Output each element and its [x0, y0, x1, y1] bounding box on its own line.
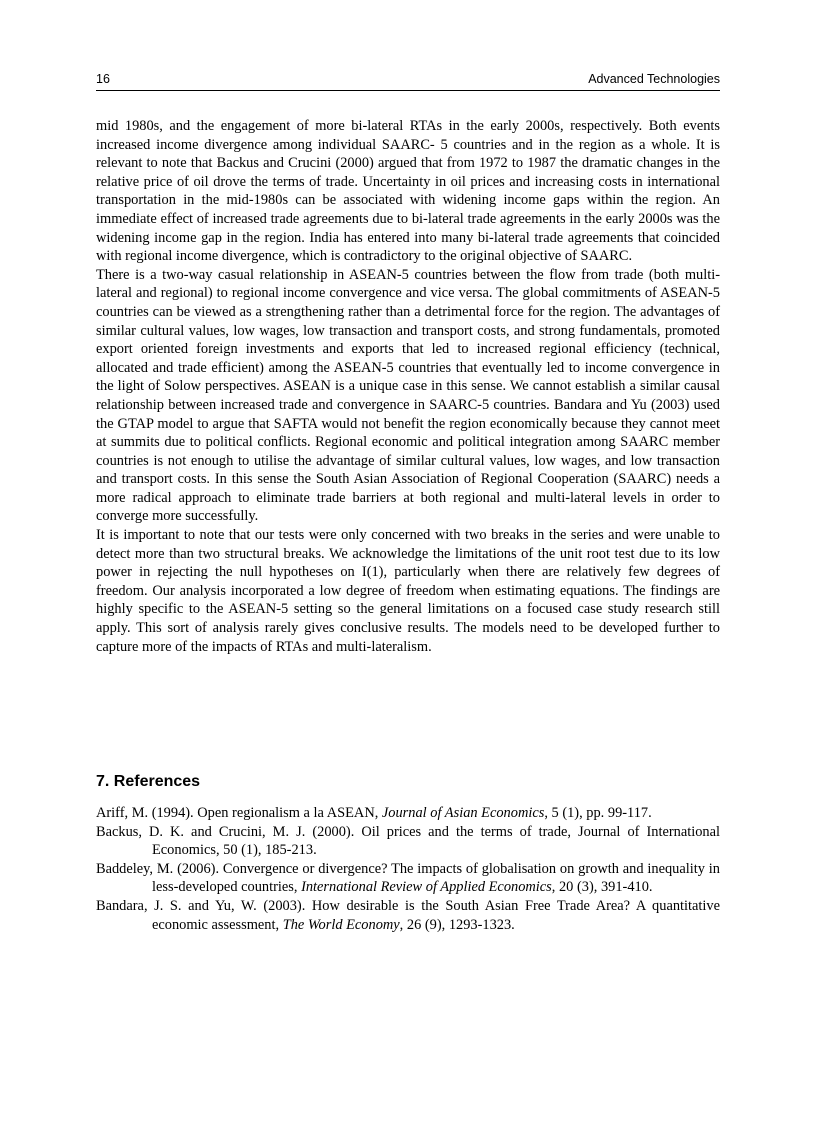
page-number: 16	[96, 72, 110, 86]
paragraph: mid 1980s, and the engagement of more bi-lateral RTAs in the early 2000s, respectively. Both events increased income divergence among individual SAARC- 5 countries and in the region as a whole. It is relevant to note that Backus and Crucini (2000) argued that from 1972 to 1987 the dramatic changes in the relative price of oil drove the terms of trade. Uncertainty in oil prices and increasing costs in international transportation in the mid-1980s can be associated with widening income gaps within the region. An immediate effect of increased trade agreements due to bi-lateral trade agreements in the early 2000s was the widening income gap in the region. India has entered into many bi-lateral trade agreements that coincided with regional income divergence, which is contradictory to the original objective of SAARC.	[96, 118, 720, 265]
running-title: Advanced Technologies	[588, 72, 720, 86]
reference-text: Bandara, J. S. and Yu, W. (2003). How desirable is the South Asian Free Trade Area? A quantitative economic assessment,	[96, 897, 720, 933]
reference-details: , 26 (9), 1293-1323.	[399, 916, 515, 933]
reference-list	[96, 804, 720, 934]
reference-text: Baddeley, M. (2006). Convergence or divergence? The impacts of globalisation on growth and inequality in less-developed countries,	[96, 860, 720, 896]
paragraph: It is important to note that our tests were only concerned with two breaks in the series and were unable to detect more than two structural breaks. We acknowledge the limitations of the unit root test due to its low power in rejecting the null hypotheses on I(1), particularly when there are relatively few degrees of freedom. Our analysis incorporated a low degree of freedom when estimating equations. The findings are highly specific to the ASEAN-5 setting so the general limitations on a focused case study research still apply. This sort of analysis rarely gives conclusive results. The models need to be developed further to capture more of the impacts of RTAs and multi-lateralism.	[96, 527, 720, 655]
page-header	[96, 71, 720, 91]
reference-text: Backus, D. K. and Crucini, M. J. (2000). Oil prices and the terms of trade, Journal of International Economics, 50 (1), 185-213.	[96, 823, 720, 859]
reference-item	[96, 804, 720, 823]
reference-item	[96, 860, 720, 897]
reference-item	[96, 897, 720, 934]
reference-text: Ariff, M. (1994). Open regionalism a la ASEAN,	[96, 805, 382, 821]
section-heading: 7. References	[96, 773, 201, 790]
reference-journal: Journal of Asian Economics	[381, 805, 545, 821]
reference-journal: International Review of Applied Economics	[301, 879, 552, 896]
reference-details: , 5 (1), pp. 99-117.	[544, 805, 652, 821]
reference-journal: The World Economy	[282, 916, 400, 933]
body-text	[96, 117, 720, 656]
paragraph: There is a two-way casual relationship in ASEAN-5 countries between the flow from trade (both multi-lateral and regional) to regional income convergence and vice versa. The global commitments of ASEAN-5 countries can be viewed as a strengthening rather than a detrimental force for the region. The advantages of similar cultural values, low wages, low transaction and transport costs, and strong fundamentals, promoted export oriented foreign investments and exports that led to increased regional efficiency (technical, allocated and trade efficient) among the ASEAN-5 countries that eventually led to income convergence in the light of Solow perspectives. ASEAN is a unique case in this sense. We cannot establish a similar causal relationship between increased trade and convergence in SAARC-5 countries. Bandara and Yu (2003) used the GTAP model to argue that SAFTA would not benefit the region economically because they cannot meet at summits due to political conflicts. Regional economic and political integration among SAARC member countries is not enough to utilise the advantage of similar cultural values, low wages, and low transaction and transport costs. In this sense the South Asian Association of Regional Cooperation (SAARC) needs a more radical approach to eliminate trade barriers at both regional and multi-lateral levels in order to converge more successfully.	[96, 266, 720, 525]
reference-details: , 20 (3), 391-410.	[551, 879, 653, 896]
reference-item	[96, 823, 720, 860]
